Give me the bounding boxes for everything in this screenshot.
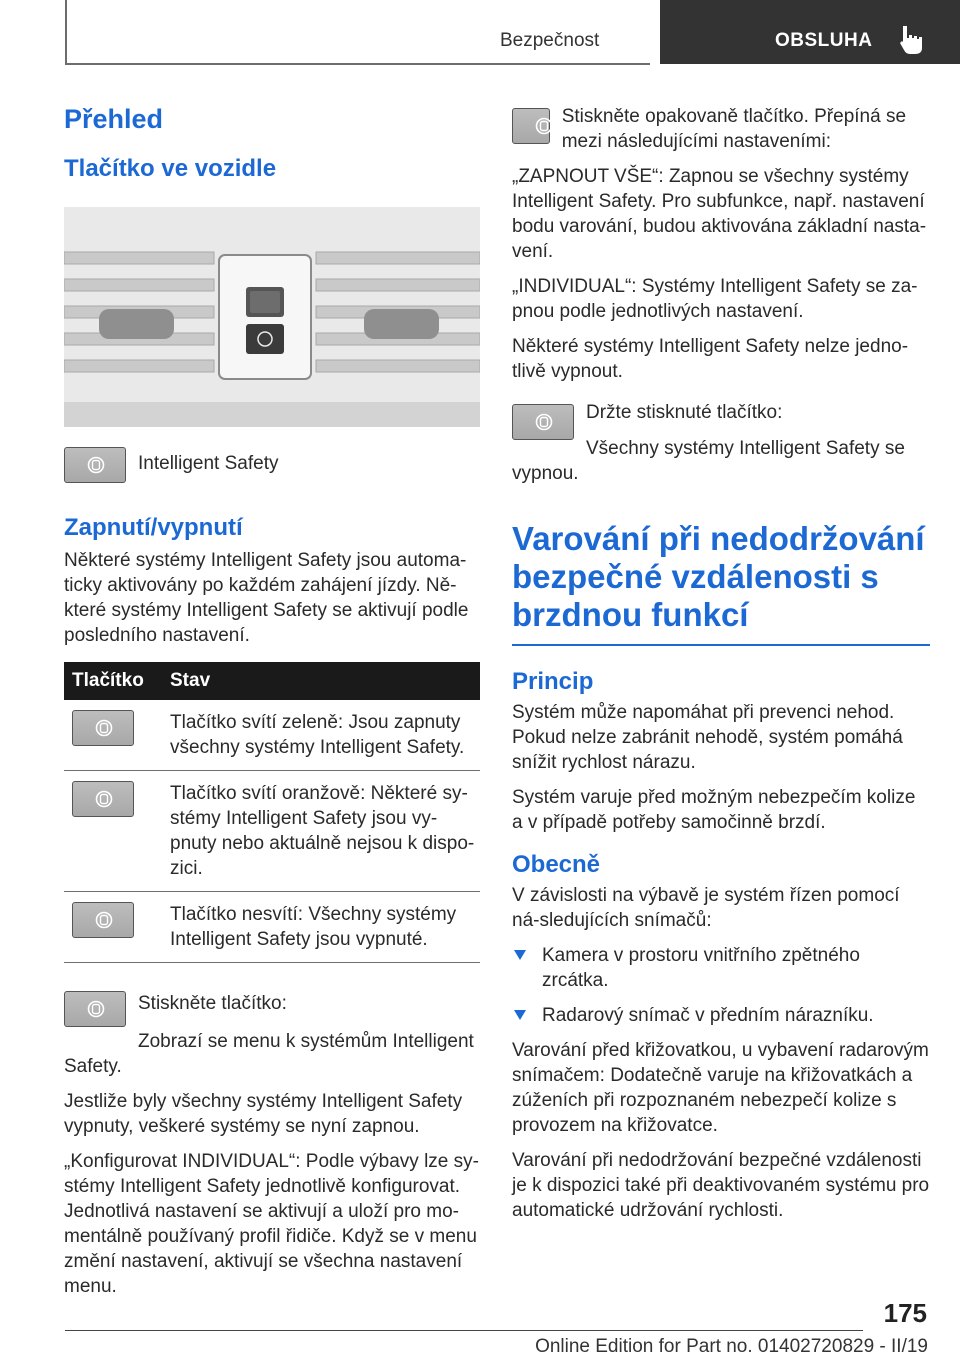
hold-button-result: Všechny systémy Intelligent Safety se vypnou.	[512, 438, 905, 484]
table-cell-state: Tlačítko nesvítí: Všechny systémy Intelligent Safety jsou vypnuté.	[162, 892, 480, 963]
hold-button-instruction: Držte stisknuté tlačítko:	[586, 402, 783, 423]
heading-underline	[512, 644, 930, 646]
list-item-text: Radarový snímač v předním nárazníku.	[542, 1005, 874, 1026]
general-heading: Obecně	[512, 851, 601, 878]
air-vent-illustration	[64, 207, 480, 427]
subsection-title-button: Tlačítko ve vozidle	[64, 155, 277, 182]
table-row	[64, 892, 480, 963]
table-row	[64, 700, 480, 771]
deactivated-cruise-text: Varování při nedodržování bezpečné vzdálenosti je k dispozici také při deaktivovaném systému pro automatické udržování rychlosti.	[512, 1150, 930, 1221]
header-left-rule	[65, 0, 67, 64]
table-header-button: Tlačítko	[64, 662, 162, 700]
table-header-state: Stav	[162, 662, 480, 700]
header-base-rule	[65, 63, 650, 65]
bullet-triangle-icon	[514, 1010, 526, 1020]
status-table-header	[64, 662, 480, 700]
intelligent-safety-button-icon	[512, 108, 550, 144]
header-chapter-tab	[660, 0, 960, 64]
footer-edition: Online Edition for Part no. 01402720829 - II/19	[535, 1336, 928, 1357]
press-button-instruction: Stiskněte tlačítko:	[138, 993, 287, 1014]
list-item	[512, 1003, 930, 1028]
repeat-press-row	[512, 108, 930, 164]
intelligent-safety-caption: Intelligent Safety	[138, 453, 279, 474]
intelligent-safety-button-icon	[64, 447, 126, 483]
status-table	[64, 662, 480, 963]
sensor-list	[512, 943, 930, 1028]
general-text: V závislosti na výbavě je systém řízen pomocí ná-sledujících snímačů:	[512, 885, 900, 931]
intelligent-safety-row	[64, 447, 482, 486]
all-on-text: „ZAPNOUT VŠE“: Zapnou se všechny systémy Intelligent Safety. Pro subfunkce, např. nastavení bodu varování, budou aktivována základní nasta-vení.	[512, 166, 927, 262]
list-item-text: Kamera v prostoru vnitřního zpětného zrcátka.	[542, 945, 860, 991]
press-button-result: Zobrazí se menu k systémům Intelligent Safety.	[64, 1031, 474, 1077]
right-column	[512, 96, 930, 1233]
intelligent-safety-button-icon	[72, 781, 134, 817]
header-chapter-label: OBSLUHA	[775, 30, 873, 51]
onoff-text: Některé systémy Intelligent Safety jsou automa-ticky aktivovány po každém zahájení jízdy. Ně-které systémy Intelligent Safety se aktivují podle posledního nastavení.	[64, 550, 469, 646]
configure-individual-text: „Konfigurovat INDIVIDUAL“: Podle výbavy lze sy-stémy Intelligent Safety jednotlivě konfigurovat. Jednotlivá nastavení se aktivují a uloží pro mo-mentálně používaný profil řidiče. Když se v menu změní nastavení, aktivují se všechna nastavení menu.	[64, 1151, 479, 1297]
intelligent-safety-button-icon	[512, 404, 574, 440]
principle-text-2: Systém varuje před možným nebezpečím kolize a v případě potřeby samočinně brzdí.	[512, 787, 916, 833]
table-cell-state: Tlačítko svítí oranžově: Některé sy-stémy Intelligent Safety jsou vy-pnuty nebo aktuálně nejsou k dispo-zici.	[162, 771, 480, 892]
principle-heading: Princip	[512, 668, 594, 695]
list-item	[512, 943, 930, 993]
individual-text: „INDIVIDUAL“: Systémy Intelligent Safety se za-pnou podle jednotlivých nastavení.	[512, 276, 918, 322]
intelligent-safety-button-icon	[72, 710, 134, 746]
footer-rule	[65, 1330, 863, 1331]
pointing-hand-icon	[898, 24, 928, 56]
intelligent-safety-button-icon	[64, 991, 126, 1027]
not-individually-off-text: Některé systémy Intelligent Safety nelze jedno-tlivě vypnout.	[512, 336, 909, 382]
hold-button-row	[512, 404, 930, 440]
principle-text-1: Systém může napomáhat při prevenci nehod. Pokud nelze zabránit nehodě, systém pomáhá snížit rychlost nárazu.	[512, 702, 903, 773]
repeat-press-text: Stiskněte opakovaně tlačítko. Přepíná se mezi následujícími nastaveními:	[561, 106, 907, 152]
all-off-info-text: Jestliže byly všechny systémy Intelligent Safety vypnuty, veškeré systémy se nyní zapnou.	[64, 1091, 463, 1137]
left-column	[64, 96, 482, 1309]
onoff-heading: Zapnutí/vypnutí	[64, 514, 243, 541]
intelligent-safety-button-icon	[72, 902, 134, 938]
intersection-warning-text: Varování před křižovatkou, u vybavení radarovým snímačem: Dodatečně varuje na křižovatkách a zúženích při rozpoznaném nebezpečí kolize s provozem na křižovatce.	[512, 1040, 929, 1136]
press-button-row	[64, 991, 482, 1027]
table-cell-state: Tlačítko svítí zeleně: Jsou zapnuty všechny systémy Intelligent Safety.	[162, 700, 480, 771]
table-row	[64, 771, 480, 892]
vehicle-button-photo	[64, 207, 480, 427]
distance-warning-heading: Varování při nedodržování bezpečné vzdálenosti s brzdnou funkcí	[512, 520, 925, 633]
page-number: 175	[883, 1298, 927, 1328]
page-title: Přehled	[64, 104, 164, 134]
header-section-label: Bezpečnost	[500, 30, 600, 51]
bullet-triangle-icon	[514, 950, 526, 960]
